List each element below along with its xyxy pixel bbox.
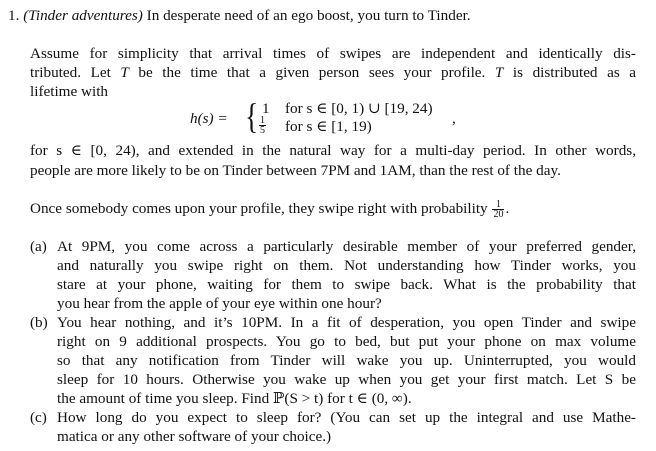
part-c-label: (c) <box>30 409 47 426</box>
part-a-line-1: At 9PM, you come across a particularly desirable member of your preferred gender, <box>57 238 636 255</box>
left-brace: { <box>245 96 259 136</box>
problem-intro: In desperate need of an ego boost, you turn to Tinder. <box>146 7 471 24</box>
assumption-line-2: tributed. Let T be the time that a given person sees your profile. T is distributed as a <box>30 64 637 81</box>
after-formula-line-1: for s ∈ [0, 24), and extended in the natural way for a multi-day period. In other words, <box>30 142 636 159</box>
part-b-line-4: sleep for 10 hours. Otherwise you wake up when you get your first match. Let S be <box>57 371 636 388</box>
hazard-case-1-value: 1 <box>262 100 270 117</box>
part-c-line-2: matica or any other software of your choice.) <box>57 428 332 445</box>
part-c-line-1: How long do you expect to sleep for? (You can set up the integral and use Mathe- <box>57 409 636 426</box>
hazard-case-1-condition: for s ∈ [0, 1) ∪ [19, 24) <box>285 100 433 117</box>
part-b-line-3: so that any notification from Tinder will wake you up. Uninterrupted, you would <box>57 352 636 369</box>
hazard-case-2-condition: for s ∈ [1, 19) <box>285 118 372 135</box>
part-a-label: (a) <box>30 238 47 255</box>
part-a-line-3: stare at your phone, waiting for them to swipe back. What is the probability that <box>57 276 636 293</box>
problem-number: 1. <box>8 7 20 24</box>
problem-header <box>8 6 471 25</box>
assumption-line-3: lifetime with <box>30 83 109 100</box>
hazard-case-2-value: $\frac{1}{5}$ <box>260 115 265 137</box>
part-b-line-1: You hear nothing, and it’s 10PM. In a fit of desperation, you open Tinder and swipe <box>57 314 636 331</box>
part-a-line-2: and naturally you swipe right on them. Not understanding how Tinder works, you <box>57 257 636 274</box>
problem-title: (Tinder adventures) <box>23 7 143 24</box>
hazard-trailing-comma: , <box>452 110 456 127</box>
after-formula-line-2: people are more likely to be on Tinder between 7PM and 1AM, than the rest of the day. <box>30 162 561 179</box>
part-b-line-2: right on 9 additional prospects. You go to bed, but put your phone on max volume <box>57 333 636 350</box>
swipe-probability-line: Once somebody comes upon your profile, they swipe right with probability $\frac{1}{20}$ . <box>30 199 510 221</box>
part-b-label: (b) <box>30 314 48 331</box>
part-a-line-4: you hear from the apple of your eye within one hour? <box>57 295 382 312</box>
part-b-line-5: the amount of time you sleep. Find ℙ(S > t) for t ∈ (0, ∞). <box>57 390 412 407</box>
swipe-probability-fraction: $\frac{1}{20}$ <box>493 199 504 221</box>
hazard-lhs: h(s) = <box>190 110 228 127</box>
assumption-line-1: Assume for simplicity that arrival times of swipes are independent and identically dis- <box>30 45 636 62</box>
